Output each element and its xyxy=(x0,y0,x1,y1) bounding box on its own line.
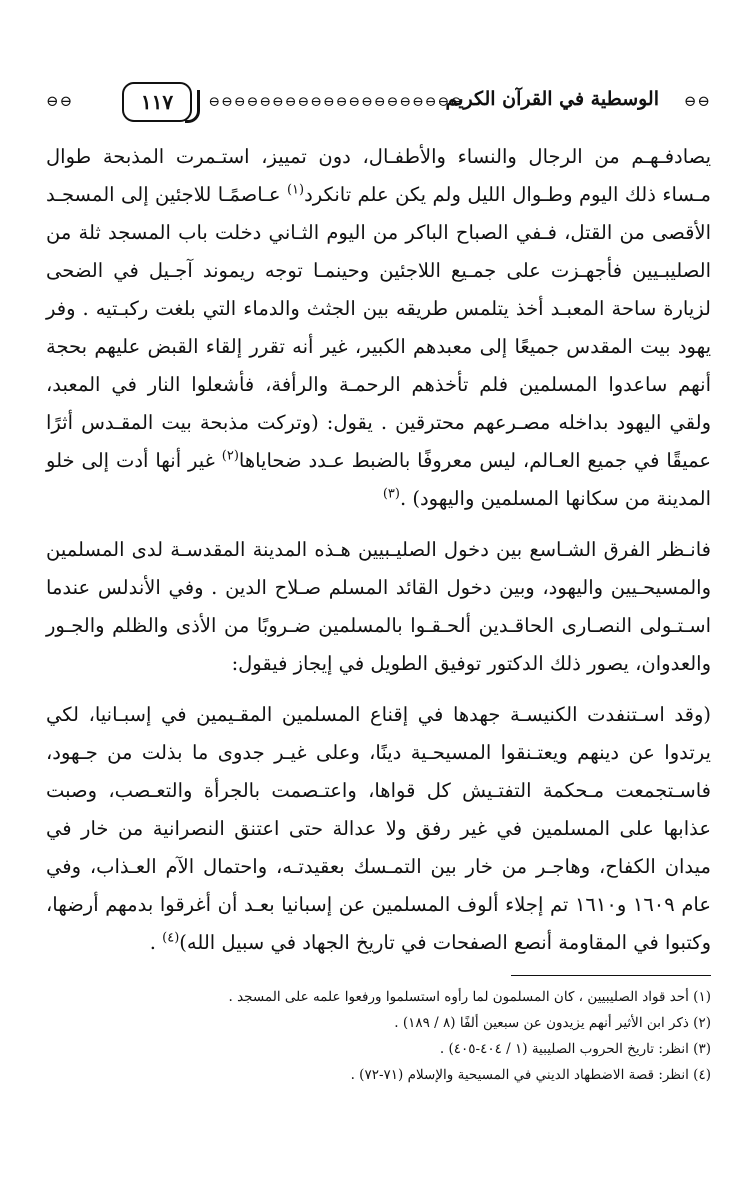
footnote: (٣) انظر: تاريخ الحروب الصليبية (١ / ٤٠٤-٤٠٥) . xyxy=(439,1041,711,1057)
footnote: (٤) انظر: قصة الاضطهاد الديني في المسيحية والإسلام (٧١-٧٢) . xyxy=(350,1067,711,1083)
text-line: الأقصى من القتل، فـفي الصباح الباكر من اليوم الثـاني دخلت باب المسجد ثلة من xyxy=(46,221,711,244)
paragraph xyxy=(46,531,711,683)
text-line: فانـظر الفرق الشـاسع بين دخول الصليـبيين هـذه المدينة المقدسـة لدى المسلمين xyxy=(46,538,711,561)
main-text xyxy=(46,138,711,962)
text-line: اسـتـولى النصـارى الحاقـدين ألحـقـوا بالمسلمين ضـروبًا من الأذى والظلم والجـور xyxy=(46,614,711,637)
footnote-ref[interactable]: (١) xyxy=(286,182,305,198)
text-line: الصليبـيين فأجهـزت على جمـيع اللاجئين وحينمـا توجه ريموند آجـيل في الضحى xyxy=(46,259,711,282)
text-line: ذلك اليوم وطـوال الليل ولم يكن علم تانكرد xyxy=(304,183,656,206)
text-line: وكتبوا في المقاومة أنصع الصفحات في تاريخ الجهاد في سبيل الله) xyxy=(179,931,711,954)
footnote-ref[interactable]: (٢) xyxy=(221,448,239,464)
text-line: لزيارة ساحة المعبـد أخذ يتلمس طريقه بين الجثث والدماء التي بلغت ركبـتيه . وفر xyxy=(46,297,711,320)
page-number: ١١٧ xyxy=(122,82,192,122)
text-line: المدينة من سكانها المسلمين واليهود) . xyxy=(399,487,711,510)
book-page xyxy=(46,82,711,1088)
text-line: والعدوان، يصور ذلك الدكتور توفيق الطويل في إيجاز فيقول: xyxy=(231,652,711,675)
text-line: يهود بيت المقدس جميعًا إلى معبدهم الكبير، غير أنه تقرر إلقاء القبض عليهم بحجة xyxy=(46,335,711,358)
header-ornament-chain-icon: ⊖⊖⊖⊖⊖⊖⊖⊖⊖⊖⊖⊖⊖⊖⊖⊖⊖⊖⊖⊖ xyxy=(208,94,463,108)
running-header xyxy=(46,82,711,138)
text-line: ١٦٠٩ و١٦١٠ تم إجلاء ألوف المسلمين عن إسبانيا بعـد أن أغرقوا بدمهم أرضها، xyxy=(46,893,675,916)
footnotes xyxy=(46,984,711,1088)
footnote: (٢) ذكر ابن الأثير أنهم يزيدون عن سبعين ألفًا (٨ / ١٨٩) . xyxy=(394,1015,711,1031)
text-line: يرتدوا عن دينهم ويعتـنقوا المسيحـية دينًا، وعلى غيـر جدوى ما بذلت من جـهود، xyxy=(46,741,711,764)
header-ornament-left-icon: ⊖⊖ xyxy=(46,92,74,110)
paragraph xyxy=(46,138,711,518)
text-line: الكفاح، وهاجـر من خار بين التمـسك بعقيدتـه، واحتمال الآم العـذاب، وفي عام xyxy=(46,855,711,916)
text-line: عذابها على المسلمين في غير رفق ولا عدالة حتى اعتنق النصرانية من خار في ميدان xyxy=(46,817,711,878)
footnote: (١) أحد قواد الصليبيين ، كان المسلمون لما رأوه استسلموا ورفعوا علمه على المسجد . xyxy=(228,989,711,1005)
paragraph xyxy=(46,696,711,962)
text-line: (وقد اسـتنفدت الكنيسـة جهدها في إقناع المسلمين المقـيمين في إسبـانيا، لكي xyxy=(46,703,711,726)
book-title: الوسطية في القرآن الكريم xyxy=(445,88,659,110)
footnote-ref[interactable]: (٣) xyxy=(382,486,400,502)
text-line: غير أنها أدت إلى خلو xyxy=(46,449,222,472)
text-line: في جميع العـالم، ليس معروفًا بالضبط عـدد ضحاياها xyxy=(238,449,660,472)
text-line: يصادفـهـم من الرجال والنساء والأطفـال، دون تمييز، استـمرت المذبحة طوال مـساء xyxy=(46,145,711,206)
header-ornament-right-icon: ⊖⊖ xyxy=(683,92,711,110)
footnote-divider xyxy=(511,975,711,976)
text-line: . xyxy=(149,931,163,954)
text-line: أنهم ساعدوا المسلمين فلم تأخذهم الرحمـة والرأفة، فأشعلوا النار في المعبد، ولقي xyxy=(46,373,711,434)
text-line: فاسـتجمعت مـحكمة التفتـيش كل قواها، واعتـصمت بالجرأة والتعـصب، وصبت xyxy=(46,779,711,802)
text-line: اليهود بداخله مصـرعهم محترقين . يقول: (وتركت مذبحة بيت المقـدس أثرًا عميقًا xyxy=(46,411,712,472)
footnote-ref[interactable]: (٤) xyxy=(162,930,180,946)
text-line: والمسيحـيين واليهود، وبين دخول القائد المسلم صـلاح الدين . وفي الأندلس عندما xyxy=(46,576,711,599)
text-line: عـاصمًـا للاجئين إلى المسجـد xyxy=(46,183,287,206)
